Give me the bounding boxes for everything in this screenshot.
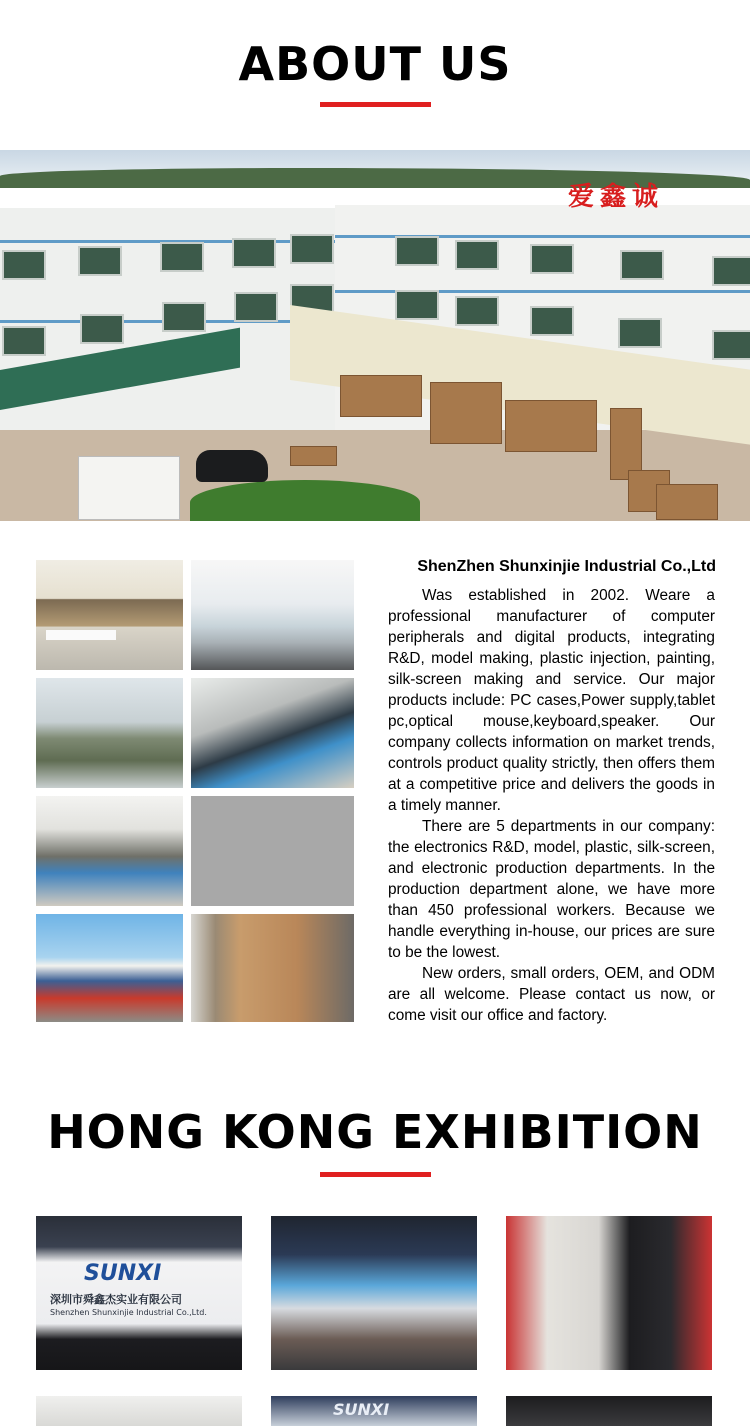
blank-photo (191, 796, 354, 906)
machine-room-photo (36, 796, 183, 906)
office-photo (191, 560, 354, 670)
company-name: ShenZhen Shunxinjie Industrial Co.,Ltd (417, 558, 716, 575)
factory-sign: 爱鑫诚 (568, 182, 665, 212)
exhibition-stand-photo (271, 1216, 477, 1370)
booth-brand-logo: SUNXI (333, 1400, 390, 1419)
about-us-title: ABOUT US (238, 37, 512, 91)
factory-banner-photo (0, 150, 750, 521)
team-photo (36, 914, 183, 1022)
exhibition-photo (271, 1396, 477, 1426)
hong-kong-exhibition-title: HONG KONG EXHIBITION (47, 1105, 703, 1159)
exhibition-visitors-photo (506, 1216, 712, 1370)
company-paragraph: New orders, small orders, OEM, and ODM are all welcome. Please contact us now, or come visit our office and factory. (388, 965, 715, 1024)
booth-sign-chinese: 深圳市舜鑫杰实业有限公司 (50, 1293, 182, 1306)
exhibition-title-underline (320, 1172, 431, 1177)
booth-sign-english: Shenzhen Shunxinjie Industrial Co.,Ltd. (50, 1308, 207, 1317)
showroom-photo (36, 560, 183, 670)
assembly-line-photo (191, 678, 354, 788)
exhibition-booth-photo (36, 1216, 242, 1370)
company-description (388, 585, 715, 1026)
warehouse-photo (191, 914, 354, 1022)
exhibition-photo (506, 1396, 712, 1426)
exhibition-photo (36, 1396, 242, 1426)
about-title-underline (320, 102, 431, 107)
company-paragraph: There are 5 departments in our company: the electronics R&D, model, plastic, silk-screen, and electronic production departments. In the production department alone, we have more than 450 professional workers. Because we handle everything in-house, our prices are sure to be the lowest. (388, 818, 715, 961)
workshop-photo (36, 678, 183, 788)
company-paragraph: Was established in 2002. Weare a professional manufacturer of computer peripherals and digital products, integrating R&D, model making, plastic injection, painting, silk-screen making and service. Our major products include: PC cases,Power supply,tablet pc,optical mouse,keyboard,speaker. Our company collects information on market trends, controls product quality strictly, then offers them at a competitive price and delivers the goods in a timely manner. (388, 587, 715, 814)
booth-brand-logo: SUNXI (84, 1261, 162, 1286)
